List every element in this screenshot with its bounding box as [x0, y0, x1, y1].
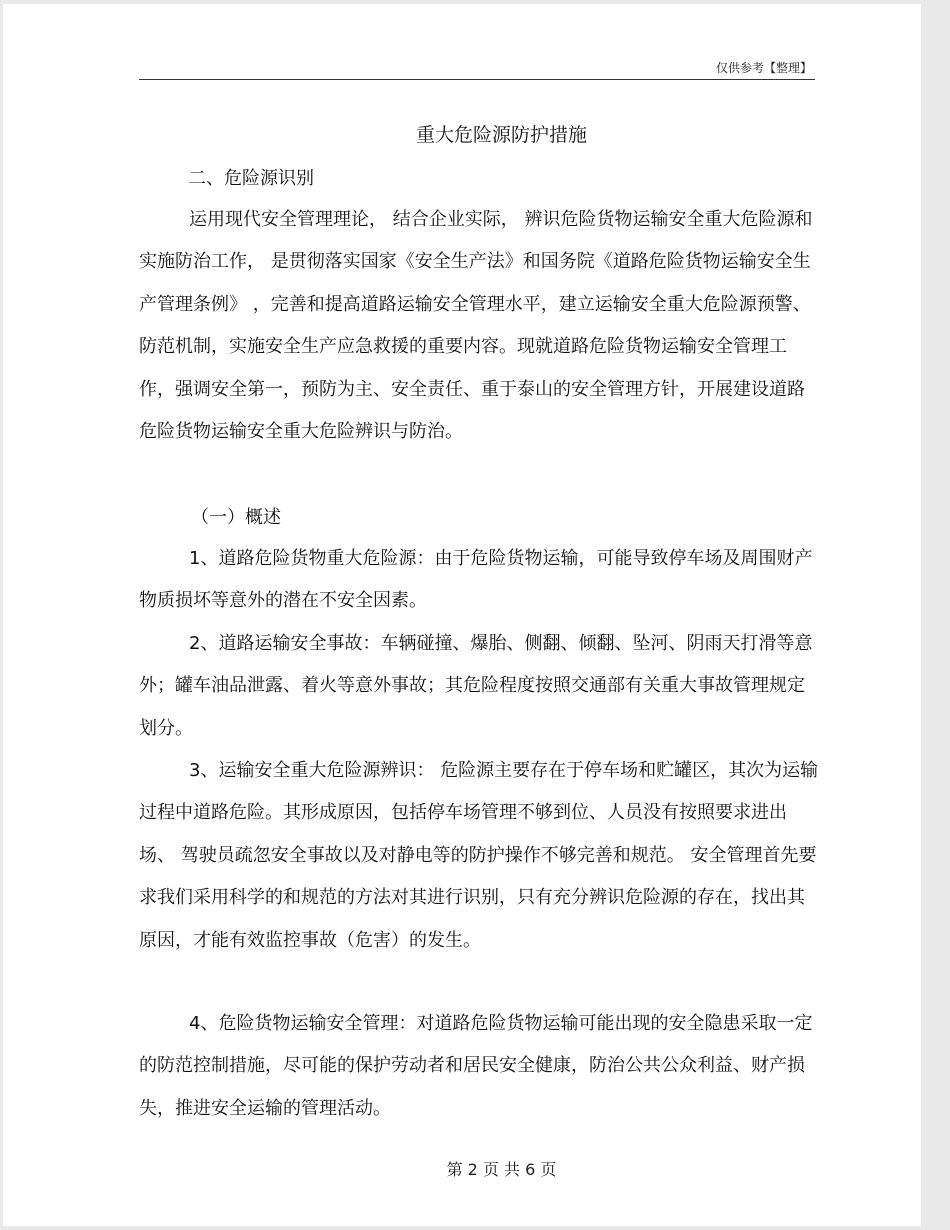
- page-number: 第 2 页 共 6 页: [446, 1160, 557, 1179]
- subsection-heading: （一）概述: [191, 507, 281, 528]
- section-heading: 二、危险源识别: [188, 168, 314, 189]
- list-item-1: 1、道路危险货物重大危险源：由于危险货物运输，可能导致停车场及周围财产物质损坏等意外的潜在不安全因素。: [139, 548, 813, 612]
- list-item-2: 2、道路运输安全事故：车辆碰撞、爆胎、侧翻、倾翻、坠河、阴雨天打滑等意外；罐车油品泄露、着火等意外事故；其危险程度按照交通部有关重大事故管理规定划分。: [139, 633, 813, 739]
- document-page: [3, 4, 921, 1226]
- intro-paragraph: 运用现代安全管理理论， 结合企业实际， 辨识危险货物运输安全重大危险源和实施防治工作， 是贯彻落实国家《安全生产法》和国务院《道路危险货物运输安全生产管理条例》 ，完善和提高道路运输安全管理水平，建立运输安全重大危险源预警、防范机制，实施安全生产应急救援的重要内容。现就道路危险货物运输安全管理工作，强调安全第一，预防为主、安全责任、重于泰山的安全管理方针，开展建设道路危险货物运输安全重大危险辨识与防治。: [139, 209, 813, 443]
- list-item-3: 3、运输安全重大危险源辨识： 危险源主要存在于停车场和贮罐区，其次为运输过程中道路危险。其形成原因，包括停车场管理不够到位、人员没有按照要求进出场、 驾驶员疏忽安全事故以及对静电等的防护操作不够完善和规范。 安全管理首先要求我们采用科学的和规范的方法对其进行识别，只有充分辨识危险源的存在，找出其原因，才能有效监控事故（危害）的发生。: [139, 760, 819, 951]
- header-note: 仅供参考【整理】: [715, 61, 812, 75]
- document-title: 重大危险源防护措施: [415, 124, 587, 146]
- header-divider: [139, 79, 815, 80]
- list-item-4: 4、危险货物运输安全管理：对道路危险货物运输可能出现的安全隐患采取一定的防范控制措施，尽可能的保护劳动者和居民安全健康，防治公共公众利益、财产损失，推进安全运输的管理活动。: [139, 1013, 813, 1119]
